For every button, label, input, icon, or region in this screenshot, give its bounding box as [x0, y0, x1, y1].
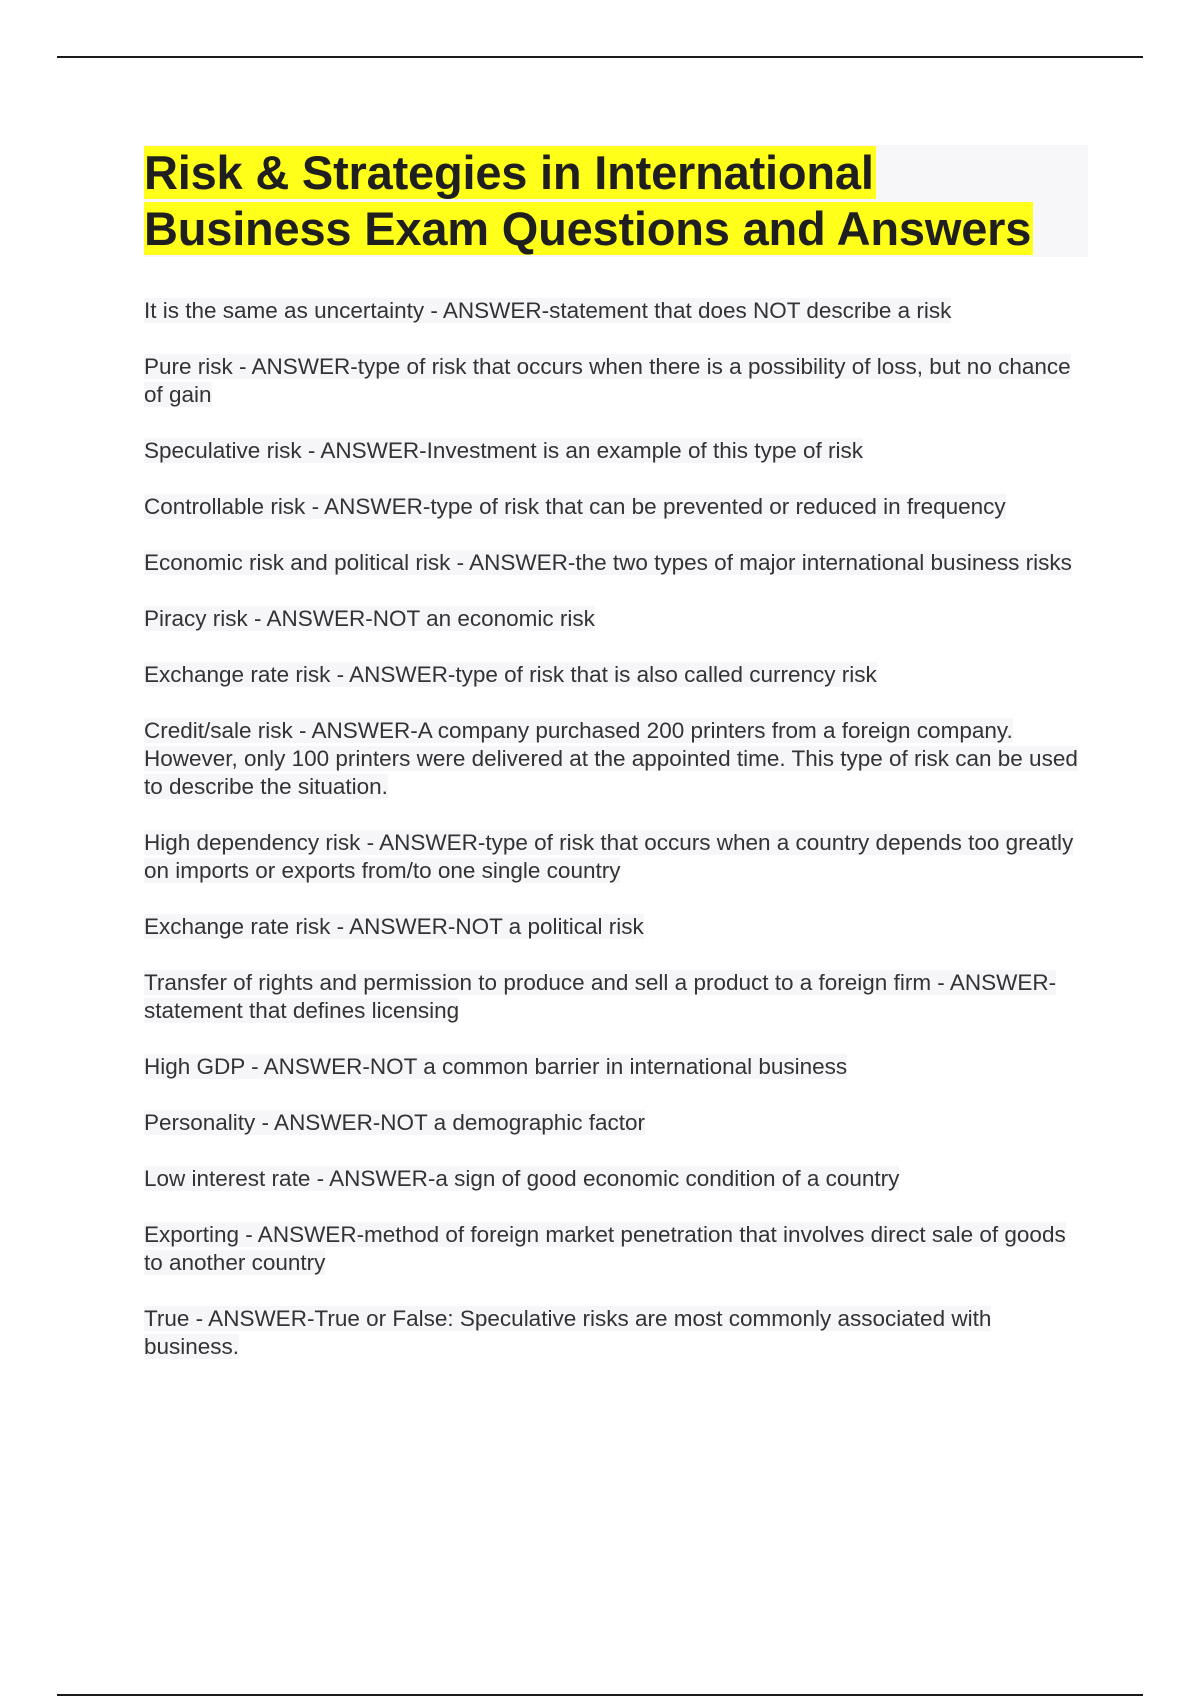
qa-item	[144, 297, 1088, 325]
qa-item-text: Credit/sale risk - ANSWER-A company purchased 200 printers from a foreign company. However, only 100 printers were delivered at the appointed time. This type of risk can be used to describe the situation.	[144, 718, 1078, 799]
qa-item-text: Exporting - ANSWER-method of foreign market penetration that involves direct sale of goods to another country	[144, 1222, 1066, 1275]
qa-item	[144, 437, 1088, 465]
qa-item-text: Transfer of rights and permission to produce and sell a product to a foreign firm - ANSWER-statement that defines licensing	[144, 970, 1057, 1023]
document-body	[144, 145, 1088, 1389]
qa-list	[144, 297, 1088, 1361]
qa-item	[144, 969, 1088, 1025]
qa-item-text: Low interest rate - ANSWER-a sign of good economic condition of a country	[144, 1166, 900, 1191]
qa-item	[144, 1053, 1088, 1081]
qa-item-text: Exchange rate risk - ANSWER-NOT a political risk	[144, 914, 644, 939]
qa-item-text: Pure risk - ANSWER-type of risk that occurs when there is a possibility of loss, but no chance of gain	[144, 354, 1071, 407]
qa-item-text: Exchange rate risk - ANSWER-type of risk that is also called currency risk	[144, 662, 877, 687]
qa-item	[144, 1165, 1088, 1193]
qa-item-text: Speculative risk - ANSWER-Investment is an example of this type of risk	[144, 438, 864, 463]
qa-item	[144, 1109, 1088, 1137]
footer-rule	[57, 1694, 1143, 1696]
qa-item-text: True - ANSWER-True or False: Speculative risks are most commonly associated with business.	[144, 1306, 992, 1359]
qa-item	[144, 605, 1088, 633]
header-rule	[57, 56, 1143, 58]
qa-item	[144, 1305, 1088, 1361]
qa-item-text: High dependency risk - ANSWER-type of risk that occurs when a country depends too greatly on imports or exports from/to one single country	[144, 830, 1074, 883]
qa-item-text: It is the same as uncertainty - ANSWER-statement that does NOT describe a risk	[144, 298, 952, 323]
qa-item-text: Piracy risk - ANSWER-NOT an economic risk	[144, 606, 595, 631]
qa-item	[144, 493, 1088, 521]
qa-item-text: Personality - ANSWER-NOT a demographic factor	[144, 1110, 646, 1135]
qa-item	[144, 549, 1088, 577]
title-line-1: Risk & Strategies in International	[144, 146, 874, 199]
qa-item-text: Economic risk and political risk - ANSWER-the two types of major international business risks	[144, 550, 1072, 575]
qa-item	[144, 717, 1088, 801]
qa-item	[144, 661, 1088, 689]
qa-item	[144, 353, 1088, 409]
title-line-2: Business Exam Questions and Answers	[144, 202, 1032, 255]
qa-item	[144, 829, 1088, 885]
qa-item-text: High GDP - ANSWER-NOT a common barrier in international business	[144, 1054, 848, 1079]
qa-item	[144, 1221, 1088, 1277]
page-title	[144, 145, 1088, 257]
qa-item	[144, 913, 1088, 941]
qa-item-text: Controllable risk - ANSWER-type of risk that can be prevented or reduced in frequency	[144, 494, 1006, 519]
title-block	[144, 145, 1088, 257]
